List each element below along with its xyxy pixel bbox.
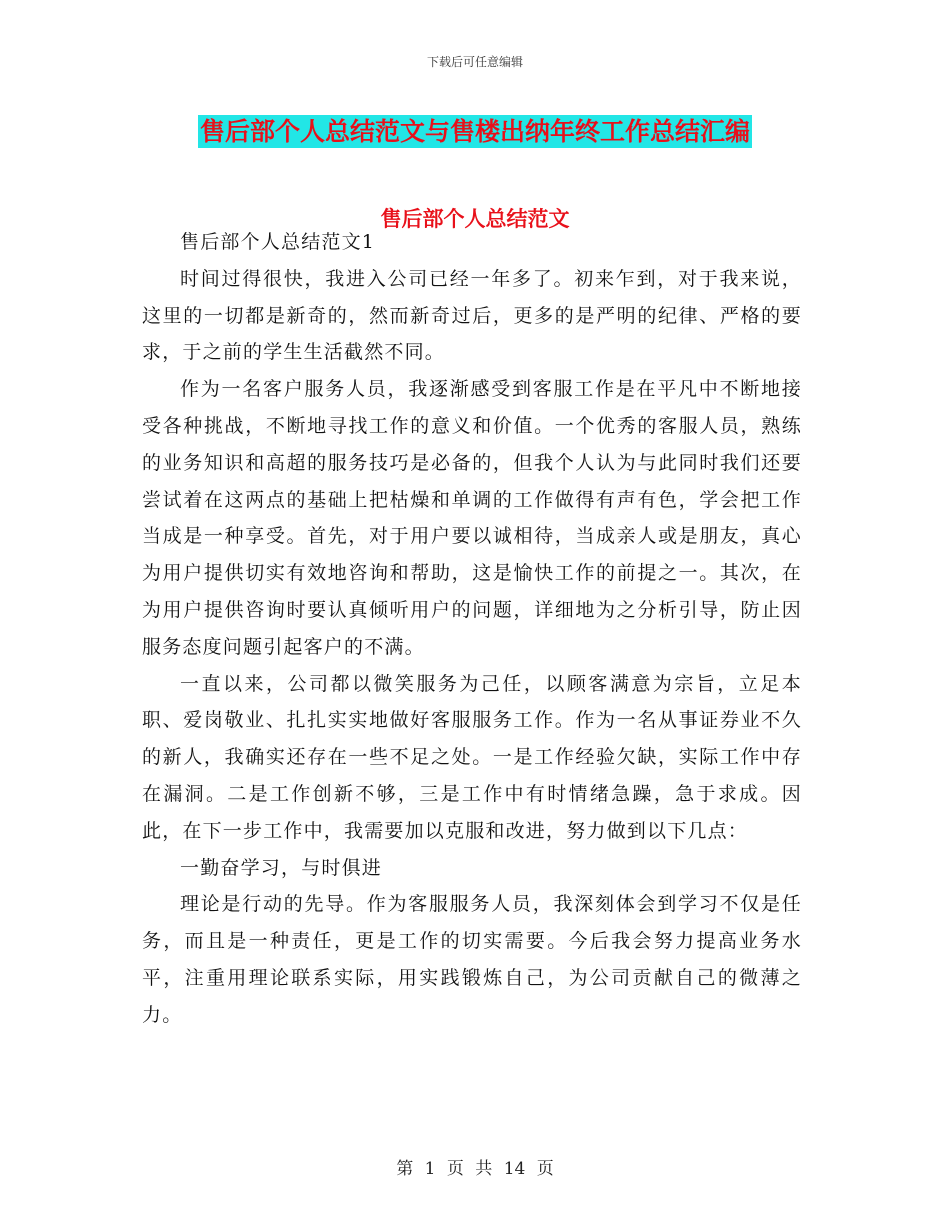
document-body [142,224,802,1034]
paragraph: 一直以来，公司都以微笑服务为己任，以顾客满意为宗旨，立足本职、爱岗敬业、扎扎实实地做好客服服务工作。作为一名从事证券业不久的新人，我确实还存在一些不足之处。一是工作经验欠缺，实际工作中存在漏洞。二是工作创新不够，三是工作中有时情绪急躁，急于求成。因此，在下一步工作中，我需要加以克服和改进，努力做到以下几点： [142,672,802,842]
document-title-text: 售后部个人总结范文与售楼出纳年终工作总结汇编 [199,117,750,146]
document-title [0,112,950,148]
paragraph: 时间过得很快，我进入公司已经一年多了。初来乍到，对于我来说，这里的一切都是新奇的，然而新奇过后，更多的是严明的纪律、严格的要求，于之前的学生生活截然不同。 [142,267,802,364]
header-note: 下载后可任意编辑 [426,55,523,69]
page-footer: 第 1 页 共 14 页 [396,1159,554,1179]
paragraph: 售后部个人总结范文1 [180,231,376,253]
paragraph: 一勤奋学习，与时俱进 [180,856,383,879]
paragraph: 作为一名客户服务人员，我逐渐感受到客服工作是在平凡中不断地接受各种挑战，不断地寻找工作的意义和价值。一个优秀的客服人员，熟练的业务知识和高超的服务技巧是必备的，但我个人认为与此同时我们还要尝试着在这两点的基础上把枯燥和单调的工作做得有声有色，学会把工作当成是一种享受。首先，对于用户要以诚相待，当成亲人或是朋友，真心为用户提供切实有效地咨询和帮助，这是愉快工作的前提之一。其次，在为用户提供咨询时要认真倾听用户的问题，详细地为之分析引导，防止因服务态度问题引起客户的不满。 [142,378,802,658]
paragraph: 理论是行动的先导。作为客服服务人员，我深刻体会到学习不仅是任务，而且是一种责任，更是工作的切实需要。今后我会努力提高业务水平，注重用理论联系实际，用实践锻炼自己，为公司贡献自己的微薄之力。 [142,893,802,1026]
section-title: 售后部个人总结范文 [380,207,570,231]
